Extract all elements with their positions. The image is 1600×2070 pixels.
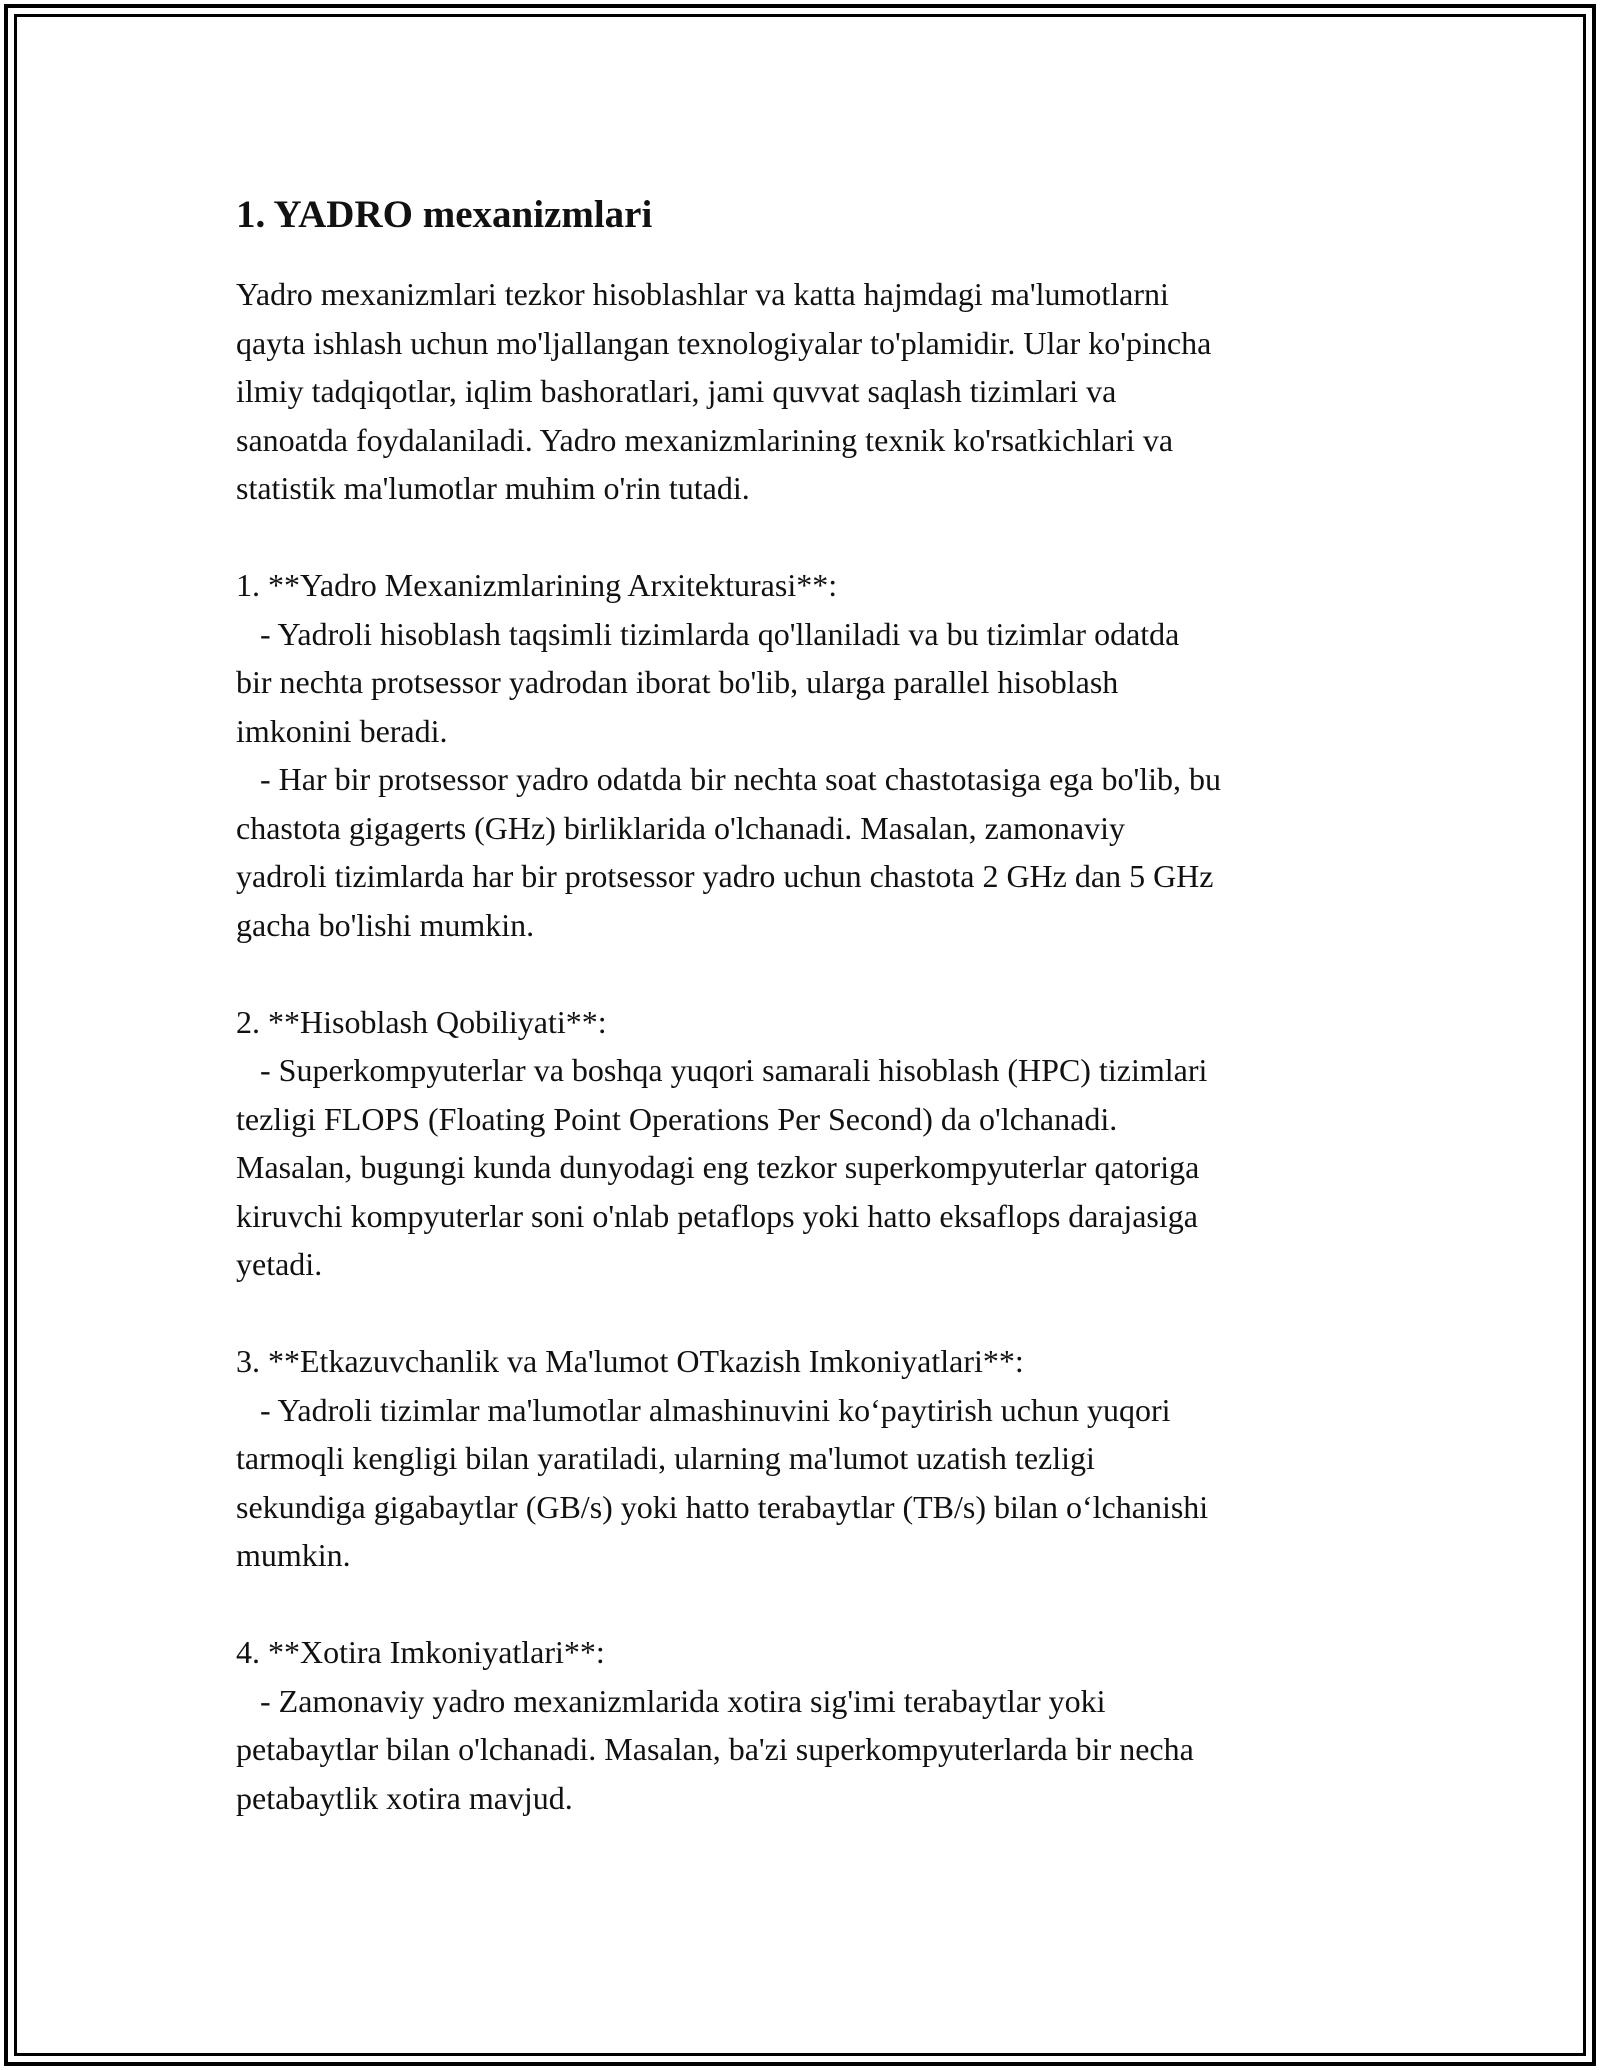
document-content (236, 186, 1376, 1822)
document-body: Yadro mexanizmlari tezkor hisoblashlar va katta hajmdagi ma'lumotlarni qayta ishlash uchun mo'ljallangan texnologiyalar to'plamidir. Ular ko'pincha ilmiy tadqiqotlar, iqlim bashoratlari, jami quvvat saqlash tizimlari va sanoatda foydalaniladi. Yadro mexanizmlarining texnik ko'rsatkichlari va statistik ma'lumotlar muhim o'rin tutadi. 1. **Yadro Mexanizmlarining Arxitekturasi**: - Yadroli hisoblash taqsimli tizimlarda qo'llaniladi va bu tizimlar odatda bir nechta protsessor yadrodan iborat bo'lib, ularga parallel hisoblash imkonini beradi. - Har bir protsessor yadro odatda bir nechta soat chastotasiga ega bo'lib, bu chastota gigagerts (GHz) birliklarida o'lchanadi. Masalan, zamonaviy yadroli tizimlarda har bir protsessor yadro uchun chastota 2 GHz dan 5 GHz gacha bo'lishi mumkin. 2. **Hisoblash Qobiliyati**: - Superkompyuterlar va boshqa yuqori samarali hisoblash (HPC) tizimlari tezligi FLOPS (Floating Point Operations Per Second) da o'lchanadi. Masalan, bugungi kunda dunyodagi eng tezkor superkompyuterlar qatoriga kiruvchi kompyuterlar soni o'nlab petaflops yoki hatto eksaflops darajasiga yetadi. 3. **Etkazuvchanlik va Ma'lumot OTkazish Imkoniyatlari**: - Yadroli tizimlar ma'lumotlar almashinuvini ko‘paytirish uchun yuqori tarmoqli kengligi bilan yaratiladi, ularning ma'lumot uzatish tezligi sekundiga gigabaytlar (GB/s) yoki hatto terabaytlar (TB/s) bilan o‘lchanishi mumkin. 4. **Xotira Imkoniyatlari**: - Zamonaviy yadro mexanizmlarida xotira sig'imi terabaytlar yoki petabaytlar bilan o'lchanadi. Masalan, ba'zi superkompyuterlarda bir necha petabaytlik xotira mavjud. (236, 276, 1222, 1816)
document-title: 1. YADRO mexanizmlari (236, 193, 653, 236)
